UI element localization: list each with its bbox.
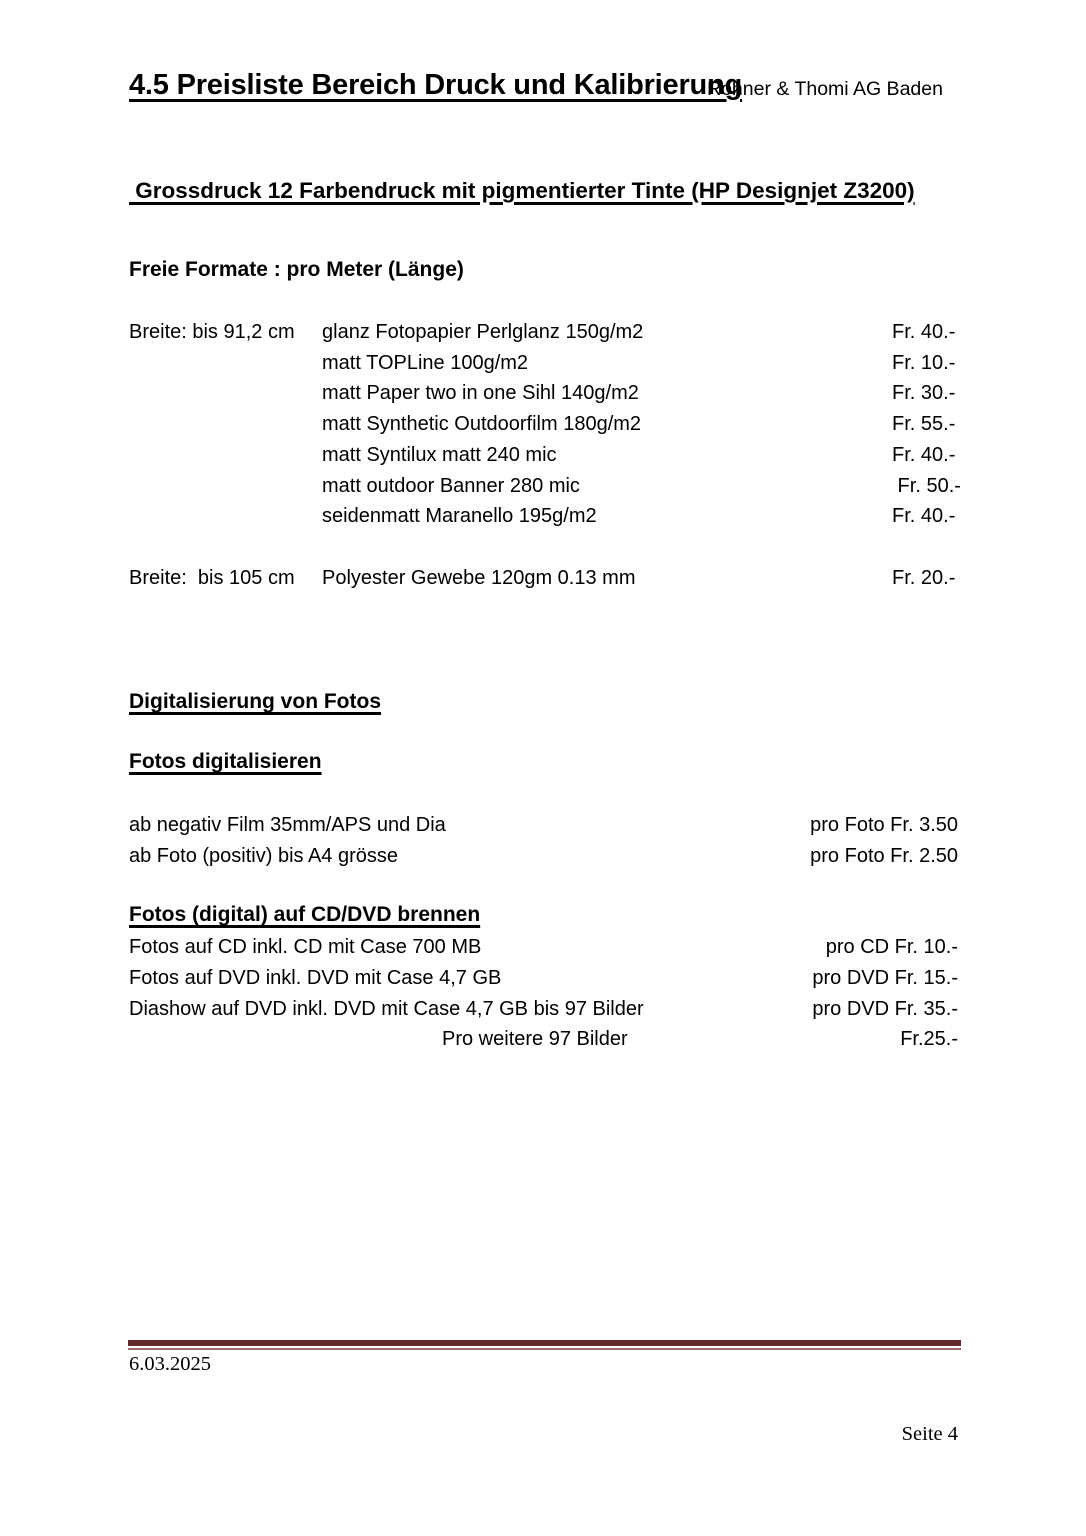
row-description: Fotos auf CD inkl. CD mit Case 700 MB — [129, 936, 482, 958]
subheading-cd-dvd-brennen: Fotos (digital) auf CD/DVD brennen — [129, 903, 481, 926]
price-table-row — [129, 317, 958, 348]
row-price: Fr. 10.- — [892, 351, 956, 374]
section-heading-digitalisierung: Digitalisierung von Fotos — [129, 690, 382, 713]
price-table-row — [129, 409, 958, 440]
subheading-fotos-digitalisieren: Fotos digitalisieren — [129, 750, 322, 773]
page-number: Seite 4 — [901, 1423, 958, 1445]
row-price: pro Foto Fr. 2.50 — [810, 845, 958, 867]
row-label: Breite: bis 91,2 cm — [129, 321, 295, 343]
footer-divider-rule — [128, 1340, 961, 1350]
row-material: matt outdoor Banner 280 mic — [322, 474, 580, 497]
grossdruck-price-table — [129, 317, 961, 532]
row-material: matt Paper two in one Sihl 140g/m2 — [322, 382, 639, 405]
row-price: pro Foto Fr. 3.50 — [810, 814, 958, 836]
row-price: Fr. 55.- — [892, 413, 956, 436]
footer-rule-thin-line — [128, 1348, 961, 1350]
row-label — [129, 440, 322, 471]
row-label — [129, 348, 322, 379]
price-table-row — [129, 471, 961, 502]
price-table-row — [129, 563, 958, 594]
row-label — [129, 409, 322, 440]
row-material: seidenmatt Maranello 195g/m2 — [322, 505, 597, 528]
row-description: ab Foto (positiv) bis A4 grösse — [129, 845, 399, 867]
row-price: pro DVD Fr. 15.- — [812, 966, 958, 989]
row-description: ab negativ Film 35mm/APS und Dia — [129, 814, 446, 836]
row-price: pro DVD Fr. 35.- — [812, 997, 958, 1020]
row-material: matt TOPLine 100g/m2 — [322, 351, 529, 374]
row-price: pro CD Fr. 10.- — [825, 936, 958, 958]
price-table-row — [129, 348, 958, 379]
row-price: Fr. 40.- — [892, 505, 956, 528]
row-material: glanz Fotopapier Perlglanz 150g/m2 — [322, 321, 644, 343]
wide-format-row — [129, 563, 958, 594]
burn-row — [129, 994, 958, 1025]
row-price: Fr. 50.- — [892, 474, 961, 497]
row-price: Fr.25.- — [900, 1028, 958, 1051]
section-heading-grossdruck: Grossdruck 12 Farbendruck mit pigmentierter Tinte (HP Designjet Z3200) — [129, 178, 915, 203]
row-description: Diashow auf DVD inkl. DVD mit Case 4,7 GB bis 97 Bilder — [129, 997, 644, 1020]
row-price: Fr. 40.- — [892, 321, 956, 343]
scan-price-list — [129, 810, 958, 872]
row-label — [129, 378, 322, 409]
price-table-row — [129, 378, 958, 409]
burn-row — [129, 1024, 958, 1055]
price-table-row — [129, 440, 958, 471]
document-title: 4.5 Preisliste Bereich Druck und Kalibrierung — [129, 69, 743, 101]
row-material: Polyester Gewebe 120gm 0.13 mm — [322, 567, 636, 589]
footer-date: 6.03.2025 — [129, 1353, 211, 1375]
burn-price-list — [129, 932, 958, 1055]
row-description: Pro weitere 97 Bilder — [442, 1028, 628, 1051]
row-label: Breite: bis 105 cm — [129, 567, 295, 589]
scan-row — [129, 810, 958, 841]
burn-row — [129, 932, 958, 963]
company-name: Rohner & Thomi AG Baden — [707, 78, 943, 100]
row-price: Fr. 40.- — [892, 443, 956, 466]
row-price: Fr. 30.- — [892, 382, 956, 405]
price-table-row — [129, 501, 958, 532]
burn-row — [129, 963, 958, 994]
row-description: Fotos auf DVD inkl. DVD mit Case 4,7 GB — [129, 966, 502, 989]
row-material: matt Syntilux matt 240 mic — [322, 443, 557, 466]
row-label — [129, 501, 322, 532]
scan-row — [129, 841, 958, 872]
row-price: Fr. 20.- — [892, 567, 956, 589]
row-material: matt Synthetic Outdoorfilm 180g/m2 — [322, 413, 642, 436]
row-label — [129, 471, 322, 502]
subheading-freie-formate: Freie Formate : pro Meter (Länge) — [129, 258, 464, 281]
